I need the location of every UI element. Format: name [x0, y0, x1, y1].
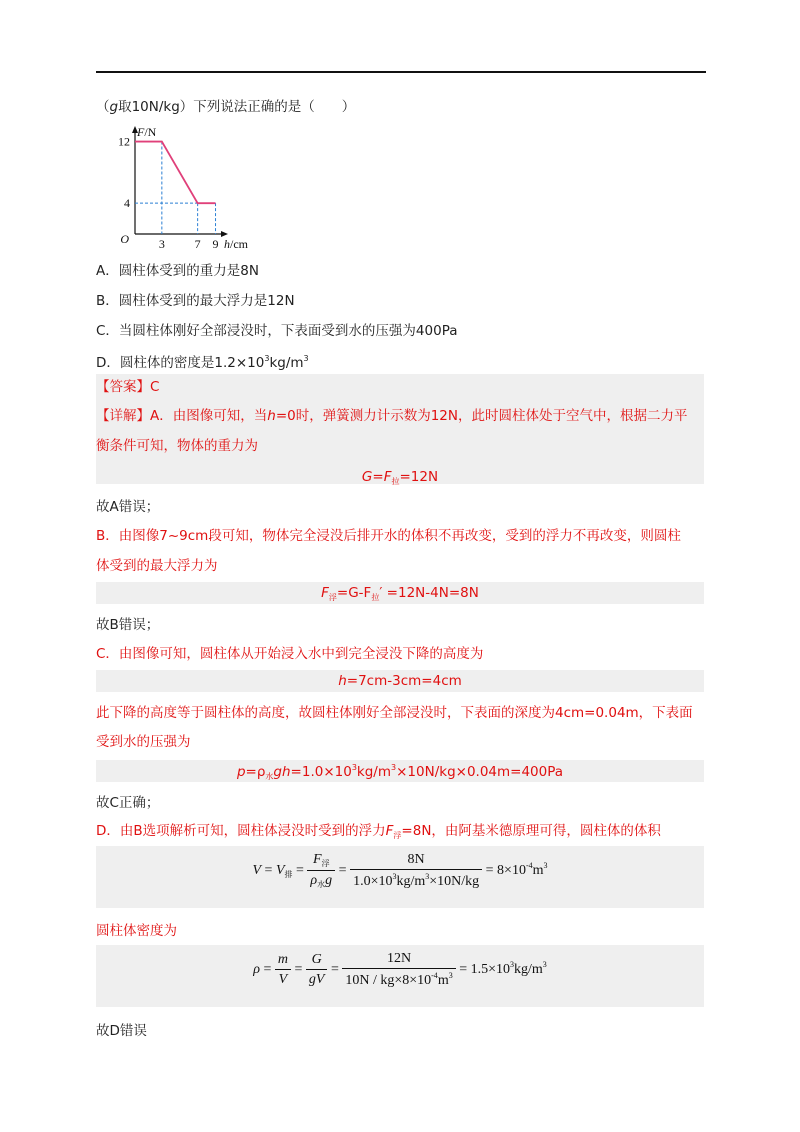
series-line: [135, 142, 216, 204]
x-axis-label: h/cm: [224, 237, 248, 249]
option-c: C．当圆柱体刚好全部浸没时，下表面受到水的压强为400Pa: [96, 323, 458, 339]
verdict-d: 故D错误: [96, 1023, 147, 1039]
option-b: B．圆柱体受到的最大浮力是12N: [96, 293, 295, 309]
answer-label: 【答案】C: [96, 379, 160, 395]
y-tick-label-12: 12: [118, 134, 130, 149]
x-tick-label-7: 7: [194, 237, 201, 249]
origin-label: O: [120, 232, 129, 246]
force-depth-chart: [90, 124, 260, 249]
option-d: D．圆柱体的密度是$1.2\times 10^3kg/m^3$: [96, 354, 309, 371]
verdict-b: 故B错误；: [96, 617, 160, 633]
equation-volume: $V = V_排$ = $\frac{F_浮}{\rho_水g}$ = $\frac{8N}{1.0\times 10^3kg/m^3\times 10N/kg}$ = $8\times 10^{-4}m^3$: [252, 852, 548, 889]
detail-c-line2: 此下降的高度等于圆柱体的高度，故圆柱体刚好全部浸没时，下表面的深度为4cm=0.04m，下表面: [96, 705, 693, 721]
option-a: A．圆柱体受到的重力是8N: [96, 263, 259, 279]
equation-height: h=7cm-3cm=4cm: [338, 673, 462, 689]
x-tick-label-9: 9: [212, 237, 219, 249]
detail-b-line1: B．由图像7~9cm段可知，物体完全浸没后排开水的体积不再改变，受到的浮力不再改变，则圆柱: [96, 528, 681, 544]
y-tick-label-4: 4: [124, 196, 130, 211]
detail-a-line1: 【详解】A．由图像可知，当h=0时，弹簧测力计示数为12N，此时圆柱体处于空气中，根据二力平: [96, 408, 688, 424]
detail-d-line1: D．由B选项解析可知，圆柱体浸没时受到的浮力$F_浮=8N$，由阿基米德原理可得，圆柱体的体积: [96, 823, 661, 840]
answer-band: [96, 374, 704, 484]
y-axis-label: F/N: [137, 125, 157, 139]
detail-c-line3: 受到水的压强为: [96, 734, 191, 750]
verdict-a: 故A错误；: [96, 499, 160, 515]
detail-c-line1: C．由图像可知，圆柱体从开始浸入水中到完全浸没下降的高度为: [96, 646, 484, 662]
equation-density: ρ = $\frac{m}{V}$ = $\frac{G}{gV}$ = $\frac{12N}{10N / kg\times 8\times 10^{-4}m^3}$ = $1.5\times 10^3kg/m^3$: [253, 951, 547, 988]
equation-gravity: $G=F_拉=12N$: [361, 469, 439, 486]
equation-buoyancy: $F_浮=G-F_拉' =12N-4N=8N$: [321, 585, 479, 602]
detail-a-line2: 衡条件可知，物体的重力为: [96, 438, 258, 454]
verdict-c: 故C正确；: [96, 795, 160, 811]
header-rule: [96, 71, 706, 73]
density-label: 圆柱体密度为: [96, 923, 177, 939]
x-tick-label-3: 3: [158, 237, 165, 249]
detail-b-line2: 体受到的最大浮力为: [96, 558, 218, 574]
question-stem: （g取10N/kg）下列说法正确的是（ ）: [96, 99, 356, 115]
equation-pressure: $p=\rho_水gh=1.0\times 10^3kg/m^3\times 10N/kg\times 0.04m=400Pa$: [236, 763, 564, 781]
